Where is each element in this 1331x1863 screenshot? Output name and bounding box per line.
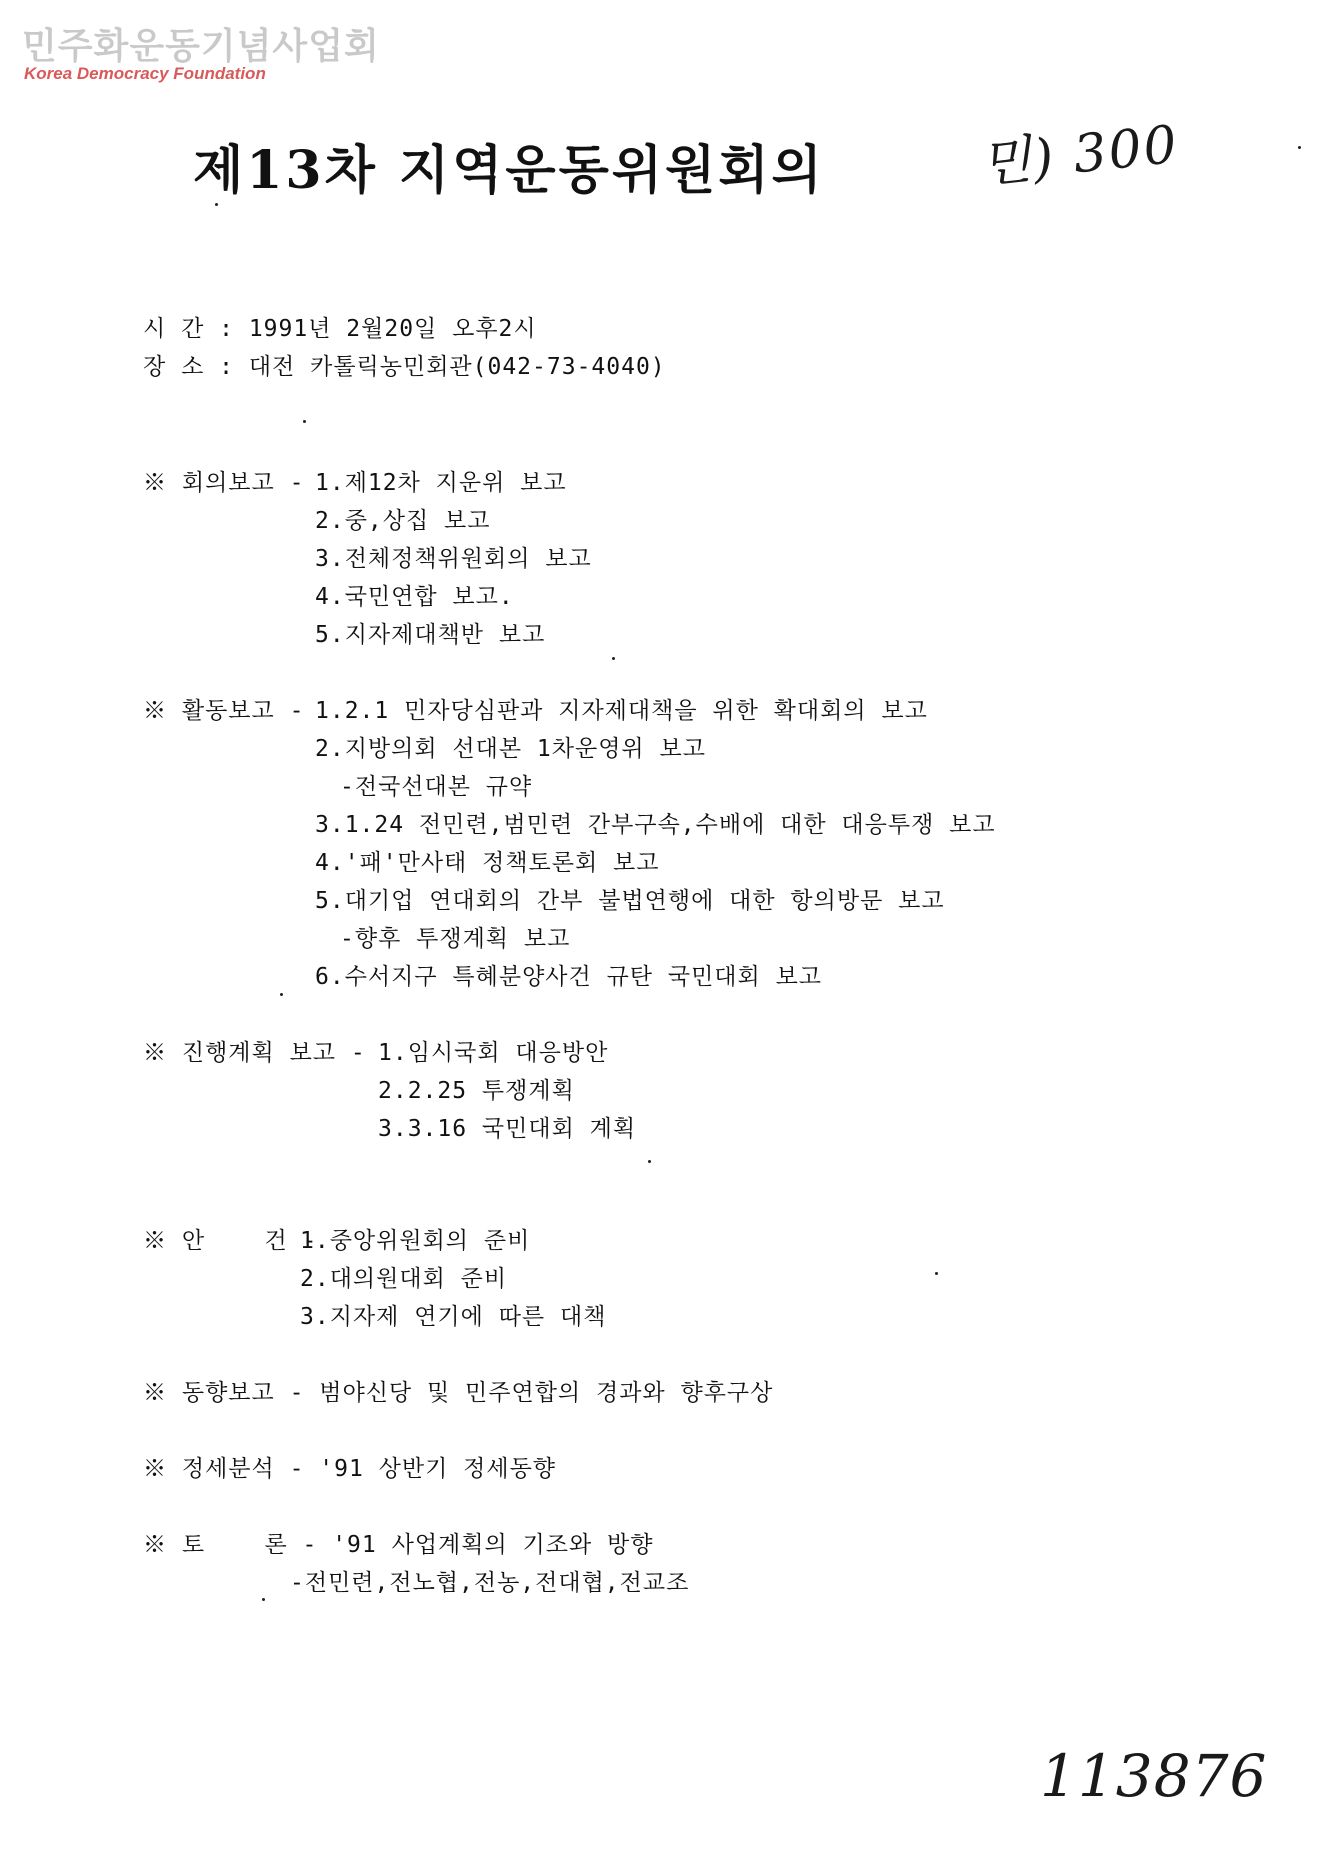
scan-speck xyxy=(280,993,283,996)
list-sub-item: -향후 투쟁계획 보고 xyxy=(340,926,571,952)
list-item: 5.지자제대책반 보고 xyxy=(315,622,546,648)
list-item: 2.지방의회 선대본 1차운영위 보고 xyxy=(315,736,706,762)
section-heading-activity-report: ※ 활동보고 - xyxy=(143,698,305,724)
list-item: 2.중,상집 보고 xyxy=(315,508,491,534)
document-title: 제13차 지역운동위원회의 xyxy=(193,140,825,201)
meeting-time: 시 간 : 1991년 2월20일 오후2시 xyxy=(143,316,537,342)
list-item: 4.'패'만사태 정책토론회 보고 xyxy=(315,850,660,876)
section-heading-meeting-report: ※ 회의보고 - xyxy=(143,470,305,496)
list-sub-item: -전민련,전노협,전농,전대협,전교조 xyxy=(290,1570,690,1596)
section-trend-report: ※ 동향보고 - 범야신당 및 민주연합의 경과와 향후구상 xyxy=(143,1380,774,1406)
list-item: 3.1.24 전민련,범민련 간부구속,수배에 대한 대응투쟁 보고 xyxy=(315,812,996,838)
list-item: 1.제12차 지운위 보고 xyxy=(315,470,567,496)
list-item: 1.중앙위원회의 준비 xyxy=(300,1228,531,1254)
handwritten-top-note: 민) 300 xyxy=(977,114,1182,196)
list-item: 2.대의원대회 준비 xyxy=(300,1266,508,1292)
scan-speck xyxy=(215,203,218,206)
list-item: 3.지자제 연기에 따른 대책 xyxy=(300,1304,607,1330)
list-item: 4.국민연합 보고. xyxy=(315,584,514,610)
scan-speck xyxy=(612,657,615,660)
list-item: 1.2.1 민자당심판과 지자제대책을 위한 확대회의 보고 xyxy=(315,698,928,724)
scan-speck xyxy=(262,1598,265,1601)
watermark-english: Korea Democracy Foundation xyxy=(24,64,266,83)
scan-speck xyxy=(303,420,306,423)
scan-speck xyxy=(1298,146,1301,149)
list-item: 6.수서지구 특혜분양사건 규탄 국민대회 보고 xyxy=(315,964,823,990)
list-sub-item: -전국선대본 규약 xyxy=(340,774,533,800)
watermark-korean: 민주화운동기념사업회 xyxy=(22,26,380,67)
list-item: 1.임시국회 대응방안 xyxy=(378,1040,609,1066)
section-heading-plan-report: ※ 진행계획 보고 - xyxy=(143,1040,366,1066)
section-heading-agenda: ※ 안 건 - xyxy=(143,1228,333,1254)
list-item: 2.2.25 투쟁계획 xyxy=(378,1078,575,1104)
section-discussion: ※ 토 론 - '91 사업계획의 기조와 방향 xyxy=(143,1532,654,1558)
handwritten-document-number: 113876 xyxy=(1040,1742,1268,1810)
list-item: 3.3.16 국민대회 계획 xyxy=(378,1116,637,1142)
meeting-place: 장 소 : 대전 카톨릭농민회관(042-73-4040) xyxy=(143,354,666,380)
list-item: 5.대기업 연대회의 간부 불법연행에 대한 항의방문 보고 xyxy=(315,888,945,914)
section-situation-analysis: ※ 정세분석 - '91 상반기 정세동향 xyxy=(143,1456,557,1482)
scan-speck xyxy=(935,1272,938,1275)
list-item: 3.전체정책위원회의 보고 xyxy=(315,546,592,572)
scan-speck xyxy=(648,1160,651,1163)
